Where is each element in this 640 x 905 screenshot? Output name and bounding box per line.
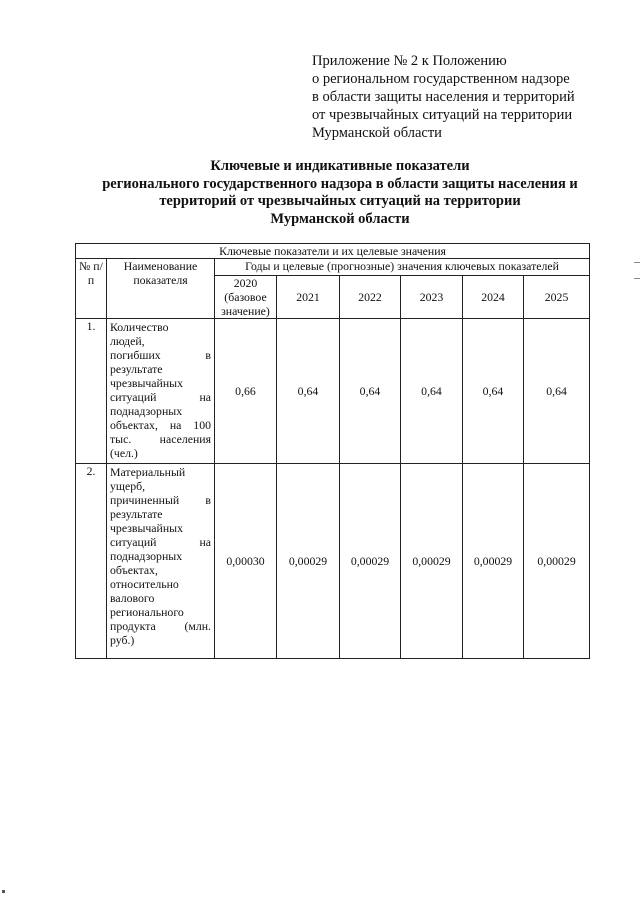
header-year-2020: 2020 (базовое значение) bbox=[215, 276, 277, 319]
table-row bbox=[76, 464, 590, 659]
row-name bbox=[107, 319, 215, 464]
indicators-table bbox=[75, 243, 590, 659]
name-line: регионального bbox=[110, 605, 184, 619]
scan-edge-mark bbox=[634, 278, 640, 279]
name-line: тыс. населения bbox=[110, 432, 211, 446]
name-line: людей, bbox=[110, 334, 145, 348]
scan-edge-mark bbox=[634, 262, 640, 263]
appendix-line: о региональном государственном надзоре bbox=[312, 71, 570, 87]
name-line: руб.) bbox=[110, 633, 135, 647]
name-line: относительно bbox=[110, 577, 179, 591]
title-line: Мурманской области bbox=[270, 210, 410, 227]
row-value-2020: 0,00030 bbox=[215, 464, 277, 659]
name-line: поднадзорных bbox=[110, 549, 183, 563]
title-line: Ключевые и индикативные показатели bbox=[210, 158, 470, 174]
header-years-group: Годы и целевые (прогнозные) значения ключевых показателей bbox=[215, 259, 590, 276]
row-value-2024: 0,64 bbox=[463, 319, 524, 464]
name-line: Количество bbox=[110, 320, 169, 334]
name-line: результате bbox=[110, 362, 163, 376]
name-line: погибших в bbox=[110, 348, 211, 362]
name-line: причиненный в bbox=[110, 493, 211, 507]
row-value-2024: 0,00029 bbox=[463, 464, 524, 659]
title-line: территорий от чрезвычайных ситуаций на территории bbox=[159, 193, 521, 209]
title-line: регионального государственного надзора в области защиты населения и bbox=[102, 175, 578, 192]
name-line: ситуаций на bbox=[110, 390, 211, 404]
name-line: ситуаций на bbox=[110, 535, 211, 549]
name-line: ущерб, bbox=[110, 479, 146, 493]
table-row bbox=[76, 319, 590, 464]
document-title bbox=[60, 158, 620, 228]
header-year-2023: 2023 bbox=[401, 276, 463, 319]
row-num: 2. bbox=[76, 464, 107, 659]
name-line: объектах, bbox=[110, 563, 158, 577]
name-line: (чел.) bbox=[110, 446, 138, 460]
row-name bbox=[107, 464, 215, 659]
row-value-2023: 0,64 bbox=[401, 319, 463, 464]
name-line: чрезвычайных bbox=[110, 376, 183, 390]
name-line: Материальный bbox=[110, 465, 186, 479]
appendix-line: Мурманской области bbox=[312, 125, 442, 141]
appendix-note bbox=[312, 52, 612, 142]
name-line: продукта (млн. bbox=[110, 619, 211, 633]
row-value-2021: 0,64 bbox=[277, 319, 340, 464]
row-value-2023: 0,00029 bbox=[401, 464, 463, 659]
row-value-2021: 0,00029 bbox=[277, 464, 340, 659]
header-year-2025: 2025 bbox=[524, 276, 590, 319]
name-line: поднадзорных bbox=[110, 404, 183, 418]
header-year-2024: 2024 bbox=[463, 276, 524, 319]
appendix-line: от чрезвычайных ситуаций на территории bbox=[312, 107, 573, 123]
row-value-2025: 0,64 bbox=[524, 319, 590, 464]
row-value-2020: 0,66 bbox=[215, 319, 277, 464]
name-line: объектах, на 100 bbox=[110, 418, 211, 432]
header-year-2021: 2021 bbox=[277, 276, 340, 319]
header-num: № п/п bbox=[76, 259, 107, 319]
row-value-2022: 0,00029 bbox=[340, 464, 401, 659]
name-line: валового bbox=[110, 591, 155, 605]
header-year-2022: 2022 bbox=[340, 276, 401, 319]
row-value-2022: 0,64 bbox=[340, 319, 401, 464]
scan-corner-mark bbox=[2, 890, 5, 893]
name-line: чрезвычайных bbox=[110, 521, 183, 535]
name-line: результате bbox=[110, 507, 163, 521]
appendix-line: Приложение № 2 к Положению bbox=[312, 53, 507, 69]
appendix-line: в области защиты населения и территорий bbox=[312, 89, 575, 105]
row-value-2025: 0,00029 bbox=[524, 464, 590, 659]
header-name: Наименование показателя bbox=[107, 259, 215, 319]
table-caption: Ключевые показатели и их целевые значения bbox=[76, 244, 590, 259]
row-num: 1. bbox=[76, 319, 107, 464]
